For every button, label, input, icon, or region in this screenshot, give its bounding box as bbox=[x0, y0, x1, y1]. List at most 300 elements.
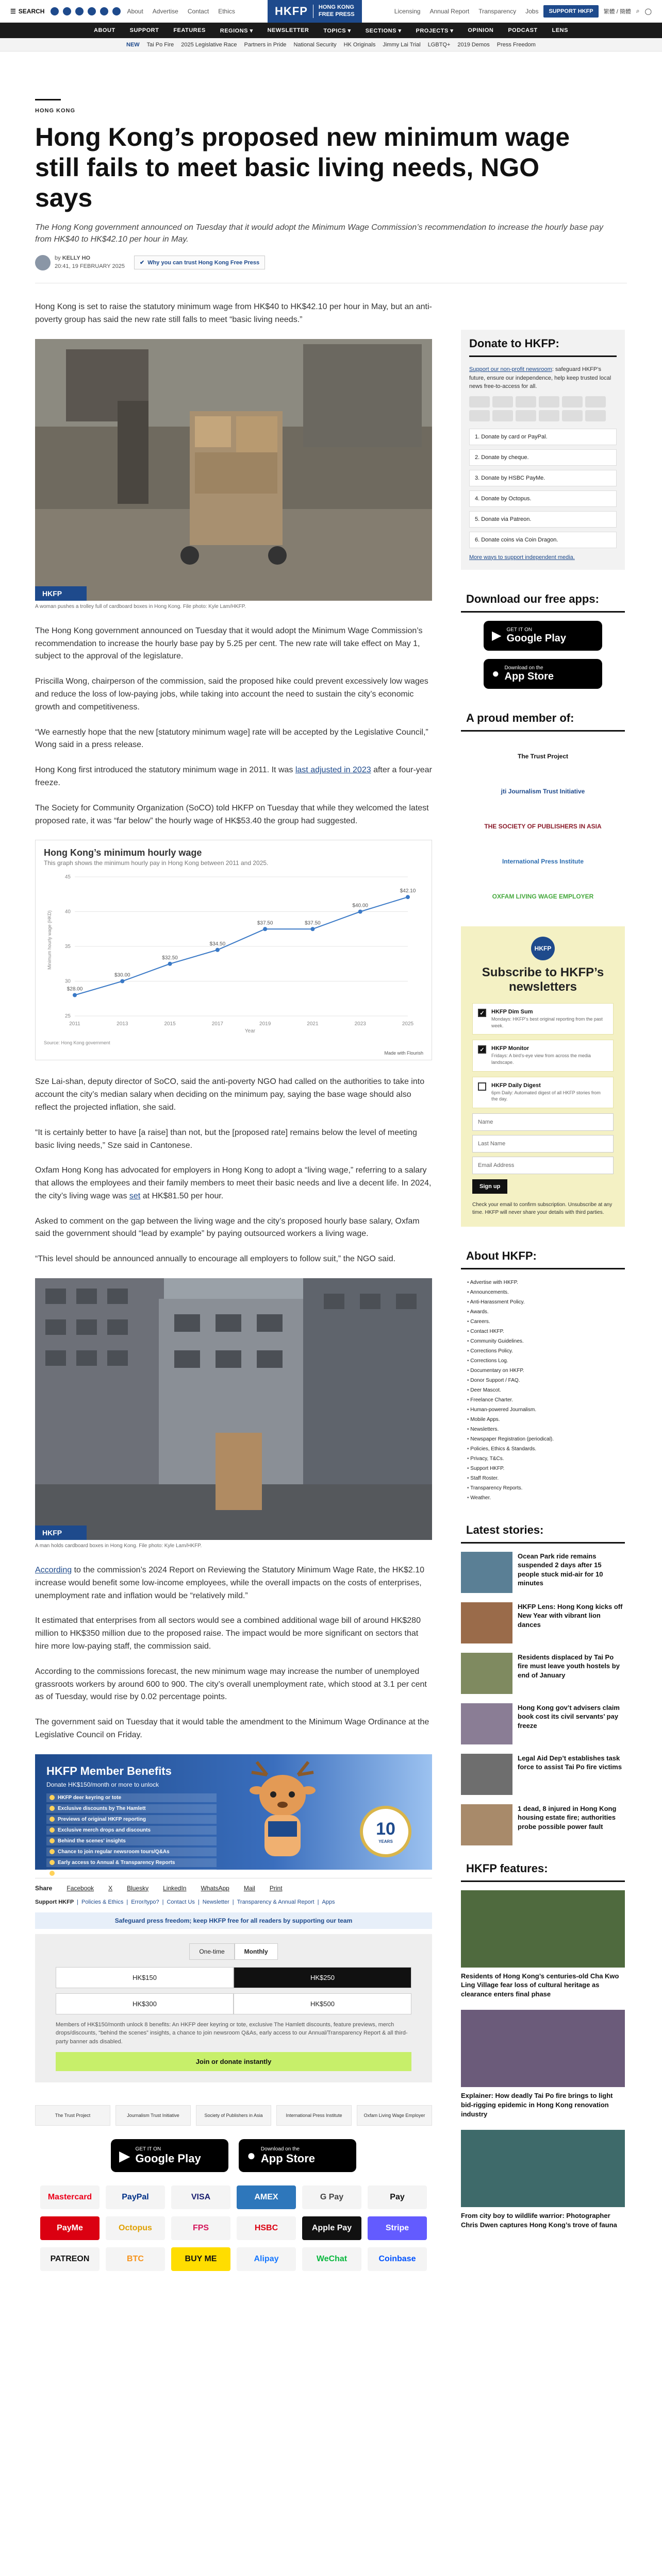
nav-opinion[interactable]: OPINION bbox=[468, 27, 494, 33]
about-link[interactable]: • Documentary on HKFP. bbox=[467, 1366, 625, 1376]
latest-story[interactable] bbox=[461, 1703, 625, 1744]
paragraph: It estimated that enterprises from all sectors would see a combined additional wage bill of around HK$280 million to HK$350 million due to the proposed raise. The impact would be more significant on sectors that hire more low-paying staff, the commission said. bbox=[35, 1616, 421, 1651]
amount-option[interactable]: HK$500 bbox=[234, 1993, 411, 2014]
google-pay-icon[interactable]: G Pay bbox=[302, 2185, 361, 2209]
top-link-annual-report[interactable]: Annual Report bbox=[429, 7, 470, 15]
latest-stories bbox=[461, 1552, 625, 1845]
story-title[interactable]: Ocean Park ride remains suspended 2 days after 15 people stuck mid-air for 10 minutes bbox=[518, 1552, 603, 1587]
support-hkfp-button[interactable]: SUPPORT HKFP bbox=[543, 5, 598, 18]
stripe-icon[interactable]: Stripe bbox=[368, 2216, 427, 2240]
chart-y-tick: 45 bbox=[64, 874, 71, 880]
newsletter-checkbox[interactable]: ✓ bbox=[478, 1045, 486, 1054]
about-link[interactable]: • Freelance Charter. bbox=[467, 1395, 625, 1405]
article-header bbox=[0, 52, 662, 270]
app-store-small: Download on the bbox=[260, 2146, 300, 2152]
share-bar bbox=[35, 1878, 432, 1892]
oxfam-logo[interactable]: Oxfam Living Wage Employer bbox=[357, 2105, 432, 2126]
trust-link[interactable] bbox=[134, 256, 265, 269]
apple-pay-icon[interactable] bbox=[585, 396, 606, 408]
report-link[interactable]: According bbox=[35, 1566, 72, 1575]
google-play-icon: ▶ bbox=[492, 629, 502, 643]
paragraph: “This level should be announced annually to encourage all employers to follow suit,” the NGO said. bbox=[35, 1255, 396, 1264]
donate-intro-text: : safeguard HKFP’s future, ensure our independence, help keep trusted local news free-to-access for all. bbox=[469, 366, 611, 390]
top-link-jobs[interactable]: Jobs bbox=[525, 7, 539, 15]
living-wage-link[interactable]: set bbox=[129, 1191, 141, 1200]
search-button[interactable] bbox=[10, 8, 44, 15]
about-link[interactable]: • Anti-Harassment Policy. bbox=[467, 1297, 625, 1307]
nav-about[interactable]: ABOUT bbox=[94, 27, 115, 33]
chart-x-tick: 2015 bbox=[164, 1021, 176, 1027]
author-prefix: by bbox=[55, 255, 61, 262]
donate-step[interactable]: 2. Donate by cheque. bbox=[469, 449, 617, 466]
patreon-icon[interactable] bbox=[585, 410, 606, 421]
apple-icon: ● bbox=[247, 2147, 256, 2164]
photo-caption: A woman pushes a trolley full of cardboard boxes in Hong Kong. File photo: Kyle Lam/HKFP. bbox=[35, 603, 246, 609]
donate-step[interactable]: 6. Donate coins via Coin Dragon. bbox=[469, 532, 617, 548]
about-link[interactable]: • Newsletters. bbox=[467, 1425, 625, 1434]
newsletter-signup-button[interactable]: Sign up bbox=[472, 1179, 507, 1194]
donate-button[interactable]: Join or donate instantly bbox=[56, 2052, 411, 2071]
hsbc-icon[interactable] bbox=[539, 410, 559, 421]
ipi-logo[interactable]: International Press Institute bbox=[276, 2105, 352, 2126]
mastercard-icon[interactable] bbox=[469, 396, 490, 408]
sopa-logo[interactable]: Society of Publishers in Asia bbox=[196, 2105, 271, 2126]
story-title[interactable]: HKFP Lens: Hong Kong kicks off New Year with vibrant lion dances bbox=[518, 1602, 623, 1629]
story-thumbnail[interactable] bbox=[461, 1754, 512, 1795]
top-link-ethics[interactable]: Ethics bbox=[218, 7, 235, 15]
about-link[interactable]: • Announcements. bbox=[467, 1287, 625, 1297]
paragraph bbox=[35, 1164, 432, 1202]
wage-chart bbox=[35, 840, 432, 1060]
footer-link-support[interactable]: Support HKFP bbox=[35, 1899, 74, 1905]
chart-point[interactable] bbox=[358, 910, 362, 914]
donate-widget-title: Donate to HKFP: bbox=[469, 330, 617, 357]
search-icon[interactable]: ⌕ bbox=[636, 7, 640, 14]
nav-projects[interactable]: PROJECTS ▾ bbox=[416, 27, 454, 34]
top-link-advertise[interactable]: Advertise bbox=[152, 7, 178, 15]
member-banner-title: HKFP Member Benefits bbox=[46, 1764, 172, 1777]
article-footer-links: Support HKFP | Policies & Ethics | Error/typo? | Contact Us | Newsletter | Transparency & Annual Report | Apps bbox=[35, 1899, 335, 1905]
trending-item[interactable]: National Security bbox=[293, 41, 337, 48]
amount-option-selected[interactable]: HK$250 bbox=[234, 1967, 411, 1988]
google-play-small: GET IT ON bbox=[506, 626, 533, 633]
trending-bar bbox=[0, 38, 662, 52]
menu-icon: ☰ bbox=[10, 7, 16, 15]
about-link[interactable]: • Advertise with HKFP. bbox=[467, 1278, 625, 1287]
share-mail[interactable]: Mail bbox=[243, 1884, 255, 1892]
member-benefits-text bbox=[46, 1764, 217, 1876]
sidebar bbox=[461, 301, 625, 2271]
coinbase-icon[interactable]: Coinbase bbox=[368, 2247, 427, 2271]
top-link-contact[interactable]: Contact bbox=[187, 7, 209, 15]
feature-thumbnail[interactable] bbox=[461, 2130, 625, 2207]
member-perk bbox=[46, 1848, 217, 1856]
perk-label: HKFP deer keyring or tote bbox=[58, 1794, 122, 1801]
app-store-small: Download on the bbox=[504, 665, 543, 671]
second-photo bbox=[35, 1278, 432, 1540]
top-link-about[interactable]: About bbox=[127, 7, 143, 15]
paragraph: The Hong Kong government announced on Tuesday that it would adopt the Minimum Wage Commission’s recommendation to increase the hourly base pay by 5.25 per cent. The new rate will take effect on May 1, subject to the approval of the legislature. bbox=[35, 626, 423, 661]
app-store-big: App Store bbox=[260, 2151, 316, 2165]
article-title: Hong Kong’s proposed new minimum wage still fails to meet basic living needs, NGO says bbox=[35, 123, 570, 212]
google-play-big: Google Play bbox=[506, 632, 567, 644]
share-label: Share bbox=[35, 1884, 53, 1892]
feature-title[interactable]: Residents of Hong Kong’s centuries-old Cha Kwo Ling Village fear loss of cultural heritage as clearance enters final phase bbox=[461, 1972, 619, 1998]
share-facebook[interactable]: Facebook bbox=[67, 1884, 94, 1892]
footer-link-error[interactable]: Error/typo? bbox=[131, 1899, 159, 1905]
paragraph-text: Hong Kong first introduced the statutory minimum wage in 2011. It was bbox=[35, 766, 295, 775]
nav-topics[interactable]: TOPICS ▾ bbox=[323, 27, 351, 34]
facebook-icon[interactable] bbox=[51, 7, 59, 15]
footer-link-apps[interactable]: Apps bbox=[322, 1899, 335, 1905]
visa-icon[interactable] bbox=[516, 396, 536, 408]
chart-y-tick: 40 bbox=[64, 909, 71, 915]
nav-newsletter[interactable]: NEWSLETTER bbox=[267, 27, 309, 33]
feature-title[interactable]: Explainer: How deadly Tai Po fire brings to light bid-rigging epidemic in Hong Kong renovation industry bbox=[461, 2092, 613, 2118]
visa-icon[interactable]: VISA bbox=[171, 2185, 230, 2209]
latest-story[interactable] bbox=[461, 1602, 625, 1643]
trust-label: Why you can trust Hong Kong Free Press bbox=[147, 259, 260, 266]
chart-point[interactable] bbox=[216, 948, 220, 952]
donate-step[interactable]: 3. Donate by HSBC PayMe. bbox=[469, 470, 617, 486]
chart-y-tick: 30 bbox=[64, 978, 71, 985]
donate-step[interactable]: 5. Donate via Patreon. bbox=[469, 511, 617, 528]
app-store-row bbox=[35, 2139, 432, 2172]
donate-step[interactable]: 4. Donate by Octopus. bbox=[469, 490, 617, 507]
instagram-icon[interactable] bbox=[75, 7, 84, 15]
member-perks-list bbox=[46, 1793, 217, 1878]
linkedin-icon[interactable] bbox=[100, 7, 108, 15]
perk-label: Behind the scenes' insights bbox=[58, 1838, 126, 1844]
fps-icon[interactable] bbox=[516, 410, 536, 421]
trending-item[interactable]: LGBTQ+ bbox=[427, 41, 451, 48]
sidebar-app-store-button[interactable] bbox=[484, 659, 602, 689]
about-link[interactable]: • Contact HKFP. bbox=[467, 1327, 625, 1336]
nav-regions[interactable]: REGIONS ▾ bbox=[220, 27, 253, 34]
safeguard-banner[interactable]: Safeguard press freedom; keep HKFP free for all readers by supporting our team bbox=[35, 1912, 432, 1929]
about-link[interactable]: • Awards. bbox=[467, 1307, 625, 1317]
street-scene-illustration bbox=[35, 339, 432, 601]
nav-lens[interactable]: LENS bbox=[552, 27, 568, 33]
payment-methods bbox=[35, 2185, 432, 2271]
hsbc-icon[interactable]: HSBC bbox=[237, 2216, 296, 2240]
youtube-icon[interactable] bbox=[88, 7, 96, 15]
chart-x-tick: 2023 bbox=[354, 1021, 366, 1027]
about-link[interactable]: • Policies, Ethics & Standards. bbox=[467, 1444, 625, 1454]
latest-title: Latest stories: bbox=[461, 1516, 625, 1544]
google-play-small: GET IT ON bbox=[135, 2146, 161, 2152]
footer-link-policies[interactable]: Policies & Ethics bbox=[81, 1899, 124, 1905]
bitcoin-icon[interactable]: BTC bbox=[106, 2247, 165, 2271]
chart-x-tick: 2025 bbox=[402, 1021, 414, 1027]
photo-caption: A man holds cardboard boxes in Hong Kong. File photo: Kyle Lam/HKFP. bbox=[35, 1543, 202, 1549]
chart-data-label: $28.00 bbox=[67, 986, 83, 992]
account-icon[interactable]: ◯ bbox=[644, 7, 652, 15]
newsletter-option-digest[interactable] bbox=[472, 1077, 614, 1108]
trending-item[interactable]: 2019 Demos bbox=[457, 41, 490, 48]
member-of-title: A proud member of: bbox=[461, 704, 625, 732]
jti-logo[interactable]: jti Journalism Trust Initiative bbox=[501, 787, 585, 795]
story-title[interactable]: Hong Kong gov’t advisers claim book cost its civil servants’ pay freeze bbox=[518, 1703, 620, 1730]
paragraph: The government said on Tuesday that it would table the amendment to the Minimum Wage Ordinance at the Legislative Council on Friday. bbox=[35, 1718, 429, 1740]
footer-link-contact[interactable]: Contact Us bbox=[167, 1899, 195, 1905]
about-link[interactable]: • Corrections Log. bbox=[467, 1356, 625, 1366]
trending-item[interactable]: Press Freedom bbox=[496, 41, 536, 48]
chart-point[interactable] bbox=[310, 927, 315, 931]
google-pay-icon[interactable] bbox=[562, 396, 583, 408]
site-logo[interactable] bbox=[268, 0, 362, 23]
chart-data-label: $30.00 bbox=[114, 972, 130, 978]
trending-item[interactable]: Partners in Pride bbox=[244, 41, 287, 48]
oxfam-logo[interactable]: OXFAM LIVING WAGE EMPLOYER bbox=[492, 892, 594, 900]
apple-pay-icon[interactable]: Pay bbox=[368, 2185, 427, 2209]
feature-thumbnail[interactable] bbox=[461, 1890, 625, 1968]
chart-credit[interactable]: Made with Flourish bbox=[384, 1050, 423, 1056]
perk-label: Chance to join regular newsroom tours/Q&As bbox=[58, 1849, 170, 1855]
about-link[interactable]: • Staff Roster. bbox=[467, 1473, 625, 1483]
top-links bbox=[127, 8, 235, 15]
nav-podcast[interactable]: PODCAST bbox=[508, 27, 538, 33]
share-linkedin[interactable]: LinkedIn bbox=[163, 1884, 187, 1892]
latest-story[interactable] bbox=[461, 1653, 625, 1694]
article-lede: The Hong Kong government announced on Tuesday that it would adopt the Minimum Wage Commission’s recommendation to increase the hourly base pay from HK$40 to HK$42.10 per hour in May. bbox=[35, 223, 603, 244]
share-print[interactable]: Print bbox=[269, 1884, 283, 1892]
sopa-logo[interactable]: THE SOCIETY OF PUBLISHERS IN ASIA bbox=[484, 822, 602, 830]
amount-option[interactable]: HK$300 bbox=[56, 1993, 234, 2014]
apps-title: Download our free apps: bbox=[461, 585, 625, 613]
paragraph: Hong Kong is set to raise the statutory minimum wage from HK$40 to HK$42.10 per hour in May, but an anti-poverty group has said the new rate still falls to meet “basic living needs.” bbox=[35, 302, 432, 324]
latest-story[interactable] bbox=[461, 1552, 625, 1593]
x-icon[interactable] bbox=[63, 7, 71, 15]
story-thumbnail[interactable] bbox=[461, 1703, 512, 1744]
article-category[interactable]: HONG KONG bbox=[35, 108, 76, 114]
lead-photo bbox=[35, 339, 432, 601]
trending-item[interactable]: HK Originals bbox=[343, 41, 376, 48]
newsletter-option-desc: Fridays: A bird’s-eye view from across the media landscape. bbox=[491, 1053, 591, 1065]
rss-icon[interactable] bbox=[112, 7, 121, 15]
article-body bbox=[35, 301, 432, 2271]
more-ways-link[interactable]: More ways to support independent media. bbox=[469, 554, 575, 561]
story-thumbnail[interactable] bbox=[461, 1653, 512, 1694]
building-scene-illustration bbox=[35, 1278, 432, 1540]
buy-me-coffee-icon[interactable]: BUY ME bbox=[171, 2247, 230, 2271]
member-perk bbox=[46, 1815, 217, 1824]
newsletter-checkbox[interactable] bbox=[478, 1082, 486, 1091]
paragraph-text: Oxfam Hong Kong has advocated for employers in Hong Kong to adopt a “living wage,” referring to a salary that allows the employees and their family members to meet their basic needs and live a decent life. In 2024, the city’s living wage was bbox=[35, 1166, 432, 1200]
chart-data-label: $34.50 bbox=[209, 941, 226, 947]
ipi-logo[interactable]: International Press Institute bbox=[502, 857, 584, 865]
chart-x-tick: 2017 bbox=[211, 1021, 223, 1027]
alipay-icon[interactable]: Alipay bbox=[237, 2247, 296, 2271]
header-rule bbox=[35, 99, 61, 100]
story-thumbnail[interactable] bbox=[461, 1602, 512, 1643]
chart-y-tick: 25 bbox=[64, 1013, 71, 1020]
top-link-transparency[interactable]: Transparency bbox=[478, 7, 517, 15]
language-switch[interactable]: 繁體 / 簡體 bbox=[603, 8, 631, 15]
about-link[interactable]: • Mobile Apps. bbox=[467, 1415, 625, 1425]
nav-support[interactable]: SUPPORT bbox=[129, 27, 159, 33]
email-input[interactable]: Email Address bbox=[472, 1157, 614, 1174]
ten-years-badge bbox=[360, 1806, 411, 1857]
fps-icon[interactable]: FPS bbox=[171, 2216, 230, 2240]
member-banner-tagline: Donate HK$150/month or more to unlock bbox=[46, 1781, 159, 1788]
logo-subtitle bbox=[319, 4, 355, 18]
feature-story[interactable] bbox=[461, 1890, 625, 1999]
chart-x-tick: 2011 bbox=[69, 1021, 80, 1027]
author-name[interactable]: KELLY HO bbox=[62, 255, 91, 262]
donate-step[interactable]: 1. Donate by card or PayPal. bbox=[469, 429, 617, 445]
paypal-icon[interactable]: PayPal bbox=[106, 2185, 165, 2209]
about-link[interactable]: • Deer Mascot. bbox=[467, 1385, 625, 1395]
logo-sub-1: HONG KONG bbox=[318, 4, 354, 11]
member-perk bbox=[46, 1837, 217, 1845]
story-title[interactable]: 1 dead, 8 injured in Hong Kong housing estate fire; authorities probe possible power fault bbox=[518, 1804, 617, 1831]
trending-item[interactable]: Jimmy Lai Trial bbox=[383, 41, 421, 48]
chart-point[interactable] bbox=[168, 962, 172, 966]
donation-description: Members of HK$150/month unlock 8 benefits: An HKFP deer keyring or tote, exclusive The Hamlett discounts, feature previews, merch drops/discounts, “behind the scenes” insights, a chance to join newsroom Q&As, early access to our Annual/Transparency Report & all third-party banner ads disabled. bbox=[56, 2021, 408, 2045]
about-link[interactable]: • Corrections Policy. bbox=[467, 1346, 625, 1356]
deer-mascot-icon bbox=[236, 1759, 329, 1862]
jti-logo[interactable]: Journalism Trust Initiative bbox=[115, 2105, 191, 2126]
paragraph: “We earnestly hope that the new [statutory minimum wage] rate will be accepted by the Legislative Council,” Wong said in a press release. bbox=[35, 727, 428, 750]
chart-point[interactable] bbox=[73, 993, 77, 997]
amount-option[interactable]: HK$150 bbox=[56, 1967, 234, 1988]
apple-pay-dark-icon[interactable]: Apple Pay bbox=[302, 2216, 361, 2240]
latest-story[interactable] bbox=[461, 1754, 625, 1795]
about-link[interactable]: • Newspaper Registration (periodical). bbox=[467, 1434, 625, 1444]
last-name-input[interactable]: Last Name bbox=[472, 1135, 614, 1153]
logo-main: HKFP bbox=[275, 5, 313, 18]
paragraph: Priscilla Wong, chairperson of the commission, said the proposed hike could prevent excessively low wages and reduce the loss of low-paying jobs, while taking into account the need to sustain the city’s economic growth and competitiveness. bbox=[35, 677, 428, 711]
chart-data-label: $32.50 bbox=[162, 955, 178, 961]
member-perk bbox=[46, 1804, 217, 1813]
svg-text:HKFP: HKFP bbox=[42, 1529, 62, 1537]
amex-icon[interactable]: AMEX bbox=[237, 2185, 296, 2209]
apple-icon: ● bbox=[492, 666, 500, 681]
top-link-licensing[interactable]: Licensing bbox=[394, 7, 421, 15]
chart-point[interactable] bbox=[406, 895, 410, 899]
chart-point[interactable] bbox=[120, 979, 124, 984]
patreon-icon[interactable]: PATREON bbox=[40, 2247, 100, 2271]
last-adjusted-link[interactable]: last adjusted in 2023 bbox=[295, 766, 371, 775]
paragraph: Sze Lai-shan, deputy director of SoCO, said the anti-poverty NGO had called on the authorities to take into account the city’s median salary when deciding on the minimum pay, saying the base wage should also reflect the projected inflation, she said. bbox=[35, 1077, 425, 1112]
stripe-icon[interactable] bbox=[562, 410, 583, 421]
about-link[interactable]: • Donor Support / FAQ. bbox=[467, 1376, 625, 1385]
about-link[interactable]: • Community Guidelines. bbox=[467, 1336, 625, 1346]
chart-source: Source: Hong Kong government bbox=[44, 1040, 110, 1046]
wechat-icon[interactable]: WeChat bbox=[302, 2247, 361, 2271]
paypal-icon[interactable] bbox=[492, 396, 513, 408]
chart-data-label: $40.00 bbox=[352, 903, 369, 909]
sidebar-google-play-button[interactable] bbox=[484, 621, 602, 651]
member-perk bbox=[46, 1858, 217, 1867]
feature-thumbnail[interactable] bbox=[461, 2010, 625, 2087]
member-perk bbox=[46, 1793, 217, 1802]
about-title: About HKFP: bbox=[461, 1242, 625, 1269]
about-link[interactable]: • Human-powered Journalism. bbox=[467, 1405, 625, 1415]
payme-icon[interactable] bbox=[469, 410, 490, 421]
trending-item[interactable]: 2025 Legislative Race bbox=[181, 41, 237, 48]
paragraph-text: at HK$81.50 per hour. bbox=[140, 1191, 224, 1200]
perk-label: Previews of original HKFP reporting bbox=[58, 1816, 146, 1822]
story-title[interactable]: Residents displaced by Tai Po fire must leave youth hostels by end of January bbox=[518, 1653, 620, 1679]
share-x[interactable]: X bbox=[108, 1884, 113, 1892]
about-link[interactable]: • Careers. bbox=[467, 1317, 625, 1327]
trending-new-label: NEW bbox=[126, 41, 140, 48]
newsletter-signup bbox=[461, 926, 625, 1227]
perk-label: Exclusive merch drops and discounts bbox=[58, 1827, 151, 1833]
donate-intro-link[interactable]: Support our non-profit newsroom bbox=[469, 366, 552, 373]
top-links-right bbox=[394, 8, 539, 15]
mastercard-icon[interactable]: Mastercard bbox=[40, 2185, 100, 2209]
perk-bullet-icon bbox=[49, 1817, 55, 1822]
feature-title[interactable]: From city boy to wildlife warrior: Photographer Chris Dwen captures Hong Kong’s trove of fauna bbox=[461, 2212, 617, 2229]
about-link[interactable]: • Transparency Reports. bbox=[467, 1483, 625, 1493]
trending-item[interactable]: Tai Po Fire bbox=[146, 41, 174, 48]
trust-project-logo[interactable]: The Trust Project bbox=[517, 752, 569, 760]
octopus-icon[interactable]: Octopus bbox=[106, 2216, 165, 2240]
latest-story[interactable] bbox=[461, 1804, 625, 1845]
feature-stories bbox=[461, 1890, 625, 2229]
footer-link-newsletter[interactable]: Newsletter bbox=[202, 1899, 229, 1905]
newsletter-checkbox[interactable]: ✓ bbox=[478, 1009, 486, 1017]
byline-row bbox=[35, 255, 627, 270]
about-links bbox=[461, 1278, 625, 1503]
newsletter-option-dimsum[interactable] bbox=[472, 1003, 614, 1035]
footer-link-transparency[interactable]: Transparency & Annual Report bbox=[237, 1899, 315, 1905]
perk-label: Exclusive discounts by The Hamlett bbox=[58, 1805, 146, 1811]
chart-x-tick: 2021 bbox=[307, 1021, 319, 1027]
feature-story[interactable] bbox=[461, 2010, 625, 2119]
octopus-icon[interactable] bbox=[492, 410, 513, 421]
about-link[interactable]: • Privacy, T&Cs. bbox=[467, 1454, 625, 1464]
story-thumbnail[interactable] bbox=[461, 1552, 512, 1593]
newsletter-option-monitor[interactable] bbox=[472, 1040, 614, 1071]
social-links bbox=[51, 7, 121, 15]
paragraph: The Society for Community Organization (SoCO) told HKFP on Tuesday that while they welcomed the latest proposed rate, it was “far below” the hourly wage of HK$53.40 the group had suggested. bbox=[35, 803, 429, 825]
google-play-button[interactable] bbox=[111, 2139, 228, 2172]
trust-project-logo[interactable]: The Trust Project bbox=[35, 2105, 110, 2126]
about-link[interactable]: • Support HKFP. bbox=[467, 1464, 625, 1473]
payme-icon[interactable]: PayMe bbox=[40, 2216, 100, 2240]
feature-story[interactable] bbox=[461, 2130, 625, 2229]
badge-text: YEARS bbox=[378, 1839, 393, 1844]
logo-sub-2: FREE PRESS bbox=[318, 11, 355, 18]
top-bar bbox=[0, 0, 662, 23]
paragraph-text: after a four-year freeze. bbox=[35, 766, 432, 787]
chart-plot bbox=[44, 867, 423, 1037]
frequency-one-time[interactable]: One-time bbox=[189, 1943, 234, 1960]
newsletter-title: Subscribe to HKFP’s newsletters bbox=[482, 965, 604, 994]
app-store-button[interactable] bbox=[239, 2139, 356, 2172]
member-benefits-banner[interactable] bbox=[35, 1754, 432, 1876]
frequency-monthly[interactable]: Monthly bbox=[235, 1943, 278, 1960]
nav-features[interactable]: FEATURES bbox=[173, 27, 206, 33]
amex-icon[interactable] bbox=[539, 396, 559, 408]
share-whatsapp[interactable]: WhatsApp bbox=[201, 1884, 229, 1892]
about-link[interactable]: • Weather. bbox=[467, 1493, 625, 1503]
first-name-input[interactable]: Name bbox=[472, 1113, 614, 1131]
paragraph bbox=[35, 764, 432, 790]
chart-point[interactable] bbox=[263, 927, 267, 931]
search-label: SEARCH bbox=[18, 7, 45, 15]
share-bluesky[interactable]: Bluesky bbox=[127, 1884, 149, 1892]
nav-sections[interactable]: SECTIONS ▾ bbox=[365, 27, 402, 34]
perk-bullet-icon bbox=[49, 1871, 55, 1876]
story-title[interactable]: Legal Aid Dep’t establishes task force to assist Tai Po fire victims bbox=[518, 1754, 622, 1771]
chart-data-label: $37.50 bbox=[305, 920, 321, 926]
story-thumbnail[interactable] bbox=[461, 1804, 512, 1845]
